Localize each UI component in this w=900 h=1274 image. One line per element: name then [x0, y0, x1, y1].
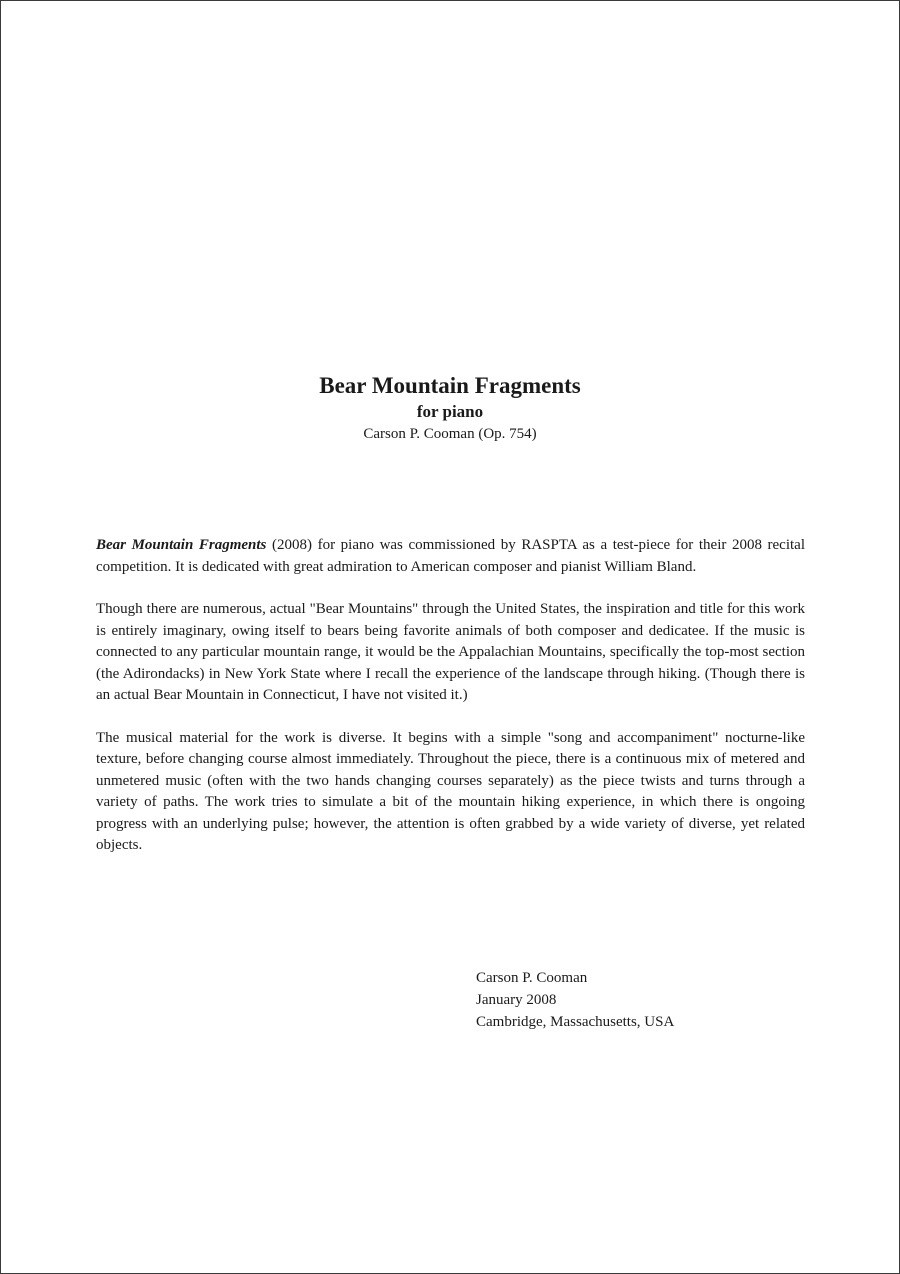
program-notes [96, 535, 805, 878]
notes-paragraph-1 [96, 535, 805, 578]
notes-paragraph-2: Though there are numerous, actual "Bear Mountains" through the United States, the inspiration and title for this work is entirely imaginary, owing itself to bears being favorite animals of both composer and dedicatee. If the music is connected to any particular mountain range, it would be the Appalachian Mountains, specifically the top-most section (the Adirondacks) in New York State where I recall the experience of the landscape through hiking. (Though there is an actual Bear Mountain in Connecticut, I have not visited it.) [96, 601, 805, 703]
composer-line: Carson P. Cooman (Op. 754) [363, 426, 537, 442]
work-title: Bear Mountain Fragments [96, 537, 267, 553]
signature-place: Cambridge, Massachusetts, USA [476, 1014, 675, 1030]
title-block [0, 371, 900, 445]
page-title: Bear Mountain Fragments [319, 373, 581, 398]
signature-name: Carson P. Cooman [476, 970, 588, 986]
signature-date: January 2008 [476, 992, 557, 1008]
page-subtitle: for piano [416, 402, 484, 421]
notes-paragraph-3: The musical material for the work is diverse. It begins with a simple "song and accompaniment" nocturne-like texture, before changing course almost immediately. Throughout the piece, there is a continuous mix of metered and unmetered music (often with the two hands changing courses separately) as the piece twists and turns through a variety of paths. The work tries to simulate a bit of the mountain hiking experience, in which there is ongoing progress with an underlying pulse; however, the attention is often grabbed by a wide variety of diverse, yet related objects. [96, 729, 805, 853]
signature-block [476, 967, 674, 1033]
notes-paragraph-1-text: (2008) for piano was commissioned by RASPTA as a test-piece for their 2008 recital competition. It is dedicated with great admiration to American composer and pianist William Bland. [96, 537, 805, 575]
